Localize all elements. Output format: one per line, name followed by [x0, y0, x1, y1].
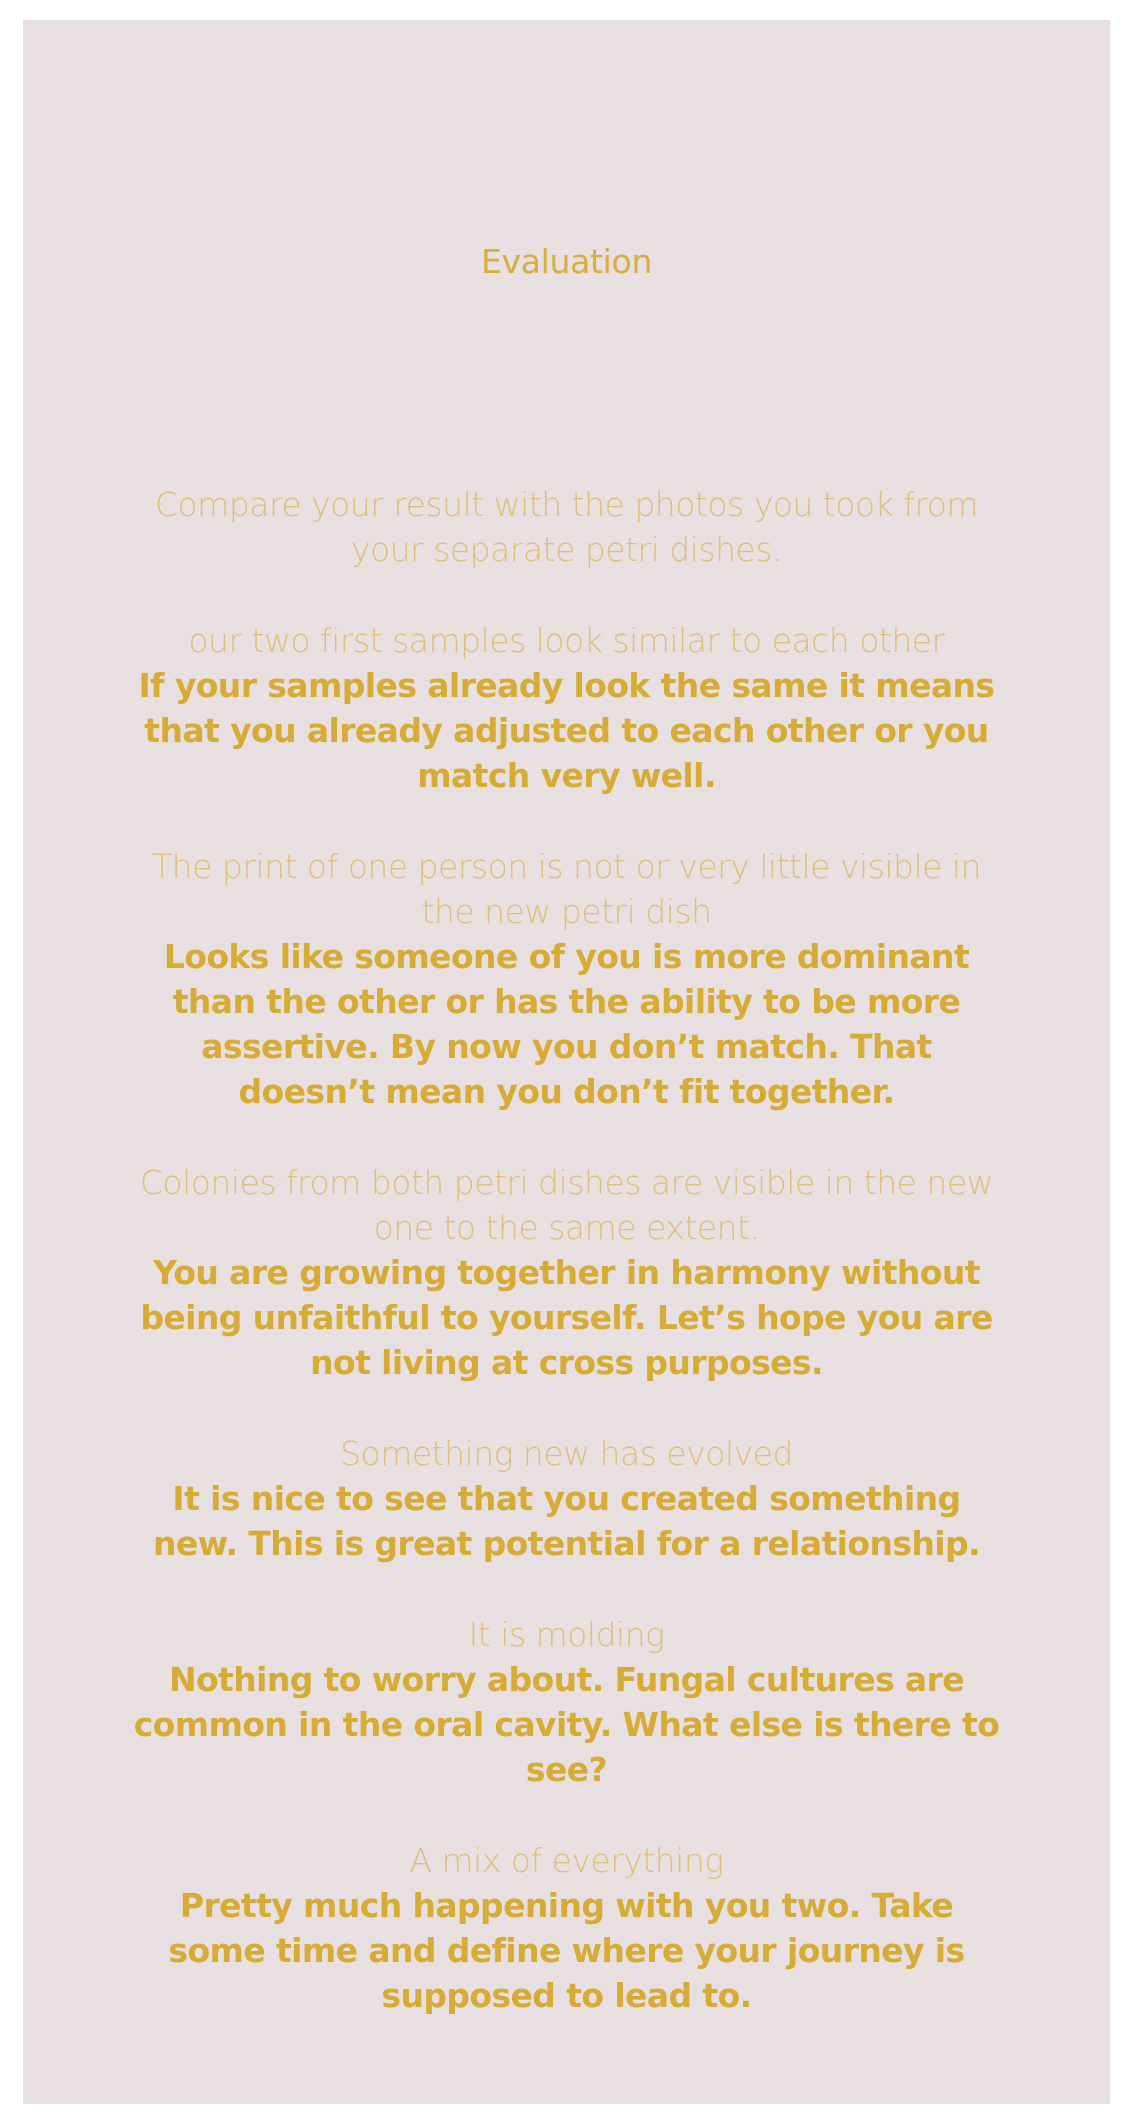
result-section-mix — [133, 1838, 1000, 2018]
result-section-new — [133, 1431, 1000, 1566]
section-heading: our two first samples look similar to each other — [188, 621, 945, 660]
evaluation-content — [133, 482, 1000, 2064]
evaluation-card — [23, 20, 1110, 2104]
section-heading: A mix of everything — [409, 1841, 724, 1880]
page-title: Evaluation — [480, 242, 653, 281]
result-section-molding — [133, 1612, 1000, 1792]
section-heading: It is molding — [468, 1615, 665, 1654]
section-heading: Colonies from both petri dishes are visible in the new one to the same extent. — [139, 1163, 994, 1247]
section-body: Pretty much happening with you two. Take some time and define where your journey is supposed to lead to. — [168, 1886, 965, 2015]
result-section-similar — [133, 618, 1000, 798]
section-body: Looks like someone of you is more dominant than the other or has the ability to be more assertive. By now you don’t match. That doesn’t mean you don’t fit together. — [163, 937, 970, 1111]
section-body: Nothing to worry about. Fungal cultures are common in the oral cavity. What else is there to see? — [133, 1660, 1000, 1789]
section-heading: The print of one person is not or very little visible in the new petri dish — [152, 847, 981, 931]
result-section-dominant — [133, 844, 1000, 1114]
section-body: If your samples already look the same it means that you already adjusted to each other or you match very well. — [138, 666, 995, 795]
section-heading: Something new has evolved — [340, 1434, 793, 1473]
section-body: You are growing together in harmony without being unfaithful to yourself. Let’s hope you are not living at cross purposes. — [140, 1253, 993, 1382]
section-body: It is nice to see that you created something new. This is great potential for a relationship. — [153, 1479, 980, 1563]
intro-text: Compare your result with the photos you took from your separate petri dishes. — [154, 485, 979, 569]
result-section-harmony — [133, 1160, 1000, 1385]
